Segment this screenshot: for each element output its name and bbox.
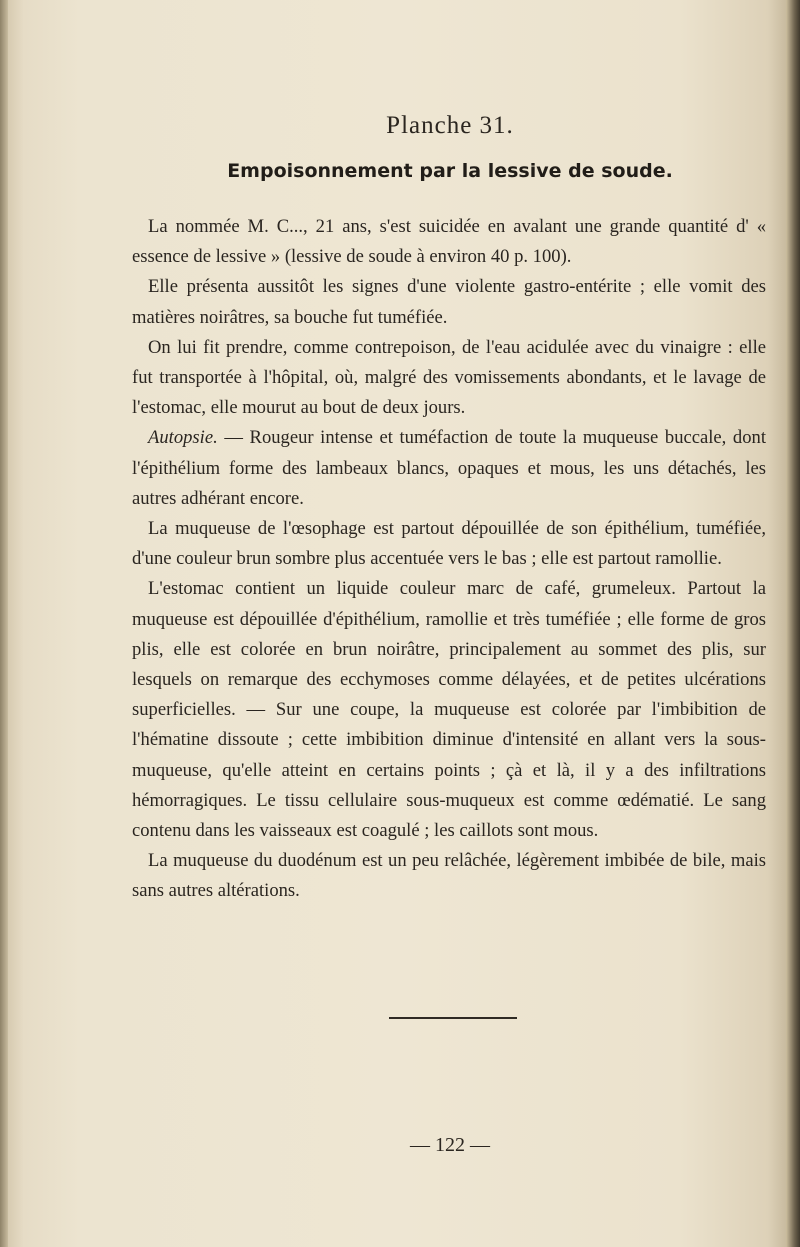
paragraph-stomach: L'estomac contient un liquide couleur marc de café, grumeleux. Partout la muqueuse est dépouillée d'épithélium, ramollie et très tuméfiée ; elle forme de gros plis, elle est colorée en brun noirâtre, principalement au sommet des plis, sur lesquels on remarque des ecchymoses comme délayées, et de petites ulcérations superficielles. — Sur une coupe, la muqueuse est colorée par l'imbibition de l'hématine dissoute ; cette imbibition diminue d'intensité en allant vers la sous-muqueuse, qu'elle atteint en certains points ; çà et là, il y a des infiltrations hémorragiques. Le tissu cellulaire sous-muqueux est comme œdématié. Le sang contenu dans les vaisseaux est coagulé ; les caillots sont mous. [132,578,766,842]
section-divider [389,1017,517,1019]
autopsy-text: — Rougeur intense et tuméfaction de toute la muqueuse buccale, dont l'épithélium forme des lambeaux blancs, opaques et mous, les uns détachés, les autres adhérant encore. [132,427,766,509]
paragraph-autopsy [132,423,766,514]
paragraph-oesophagus: La muqueuse de l'œsophage est partout dépouillée de son épithélium, tuméfiée, d'une couleur brun sombre plus accentuée vers le bas ; elle est partout ramollie. [132,518,766,570]
page-number: — 122 — [410,1134,490,1156]
paragraph-case-intro: La nommée M. C..., 21 ans, s'est suicidée en avalant une grande quantité d' « essence de lessive » (lessive de soude à environ 40 p. 100). [132,216,766,268]
paragraph-symptoms: Elle présenta aussitôt les signes d'une violente gastro-entérite ; elle vomit des matières noirâtres, sa bouche fut tuméfiée. [132,276,766,328]
autopsy-heading: Autopsie. [148,427,218,449]
chapter-subtitle: Empoisonnement par la lessive de soude. [227,160,673,182]
paragraph-treatment: On lui fit prendre, comme contrepoison, de l'eau acidulée avec du vinaigre : elle fut transportée à l'hôpital, où, malgré des vomissements abondants, et le lavage de l'estomac, elle mourut au bout de deux jours. [132,336,766,419]
plate-title: Planche 31. [386,112,514,139]
paragraph-duodenum: La muqueuse du duodénum est un peu relâchée, légèrement imbibée de bile, mais sans autres altérations. [132,850,766,902]
body-text [132,212,766,907]
